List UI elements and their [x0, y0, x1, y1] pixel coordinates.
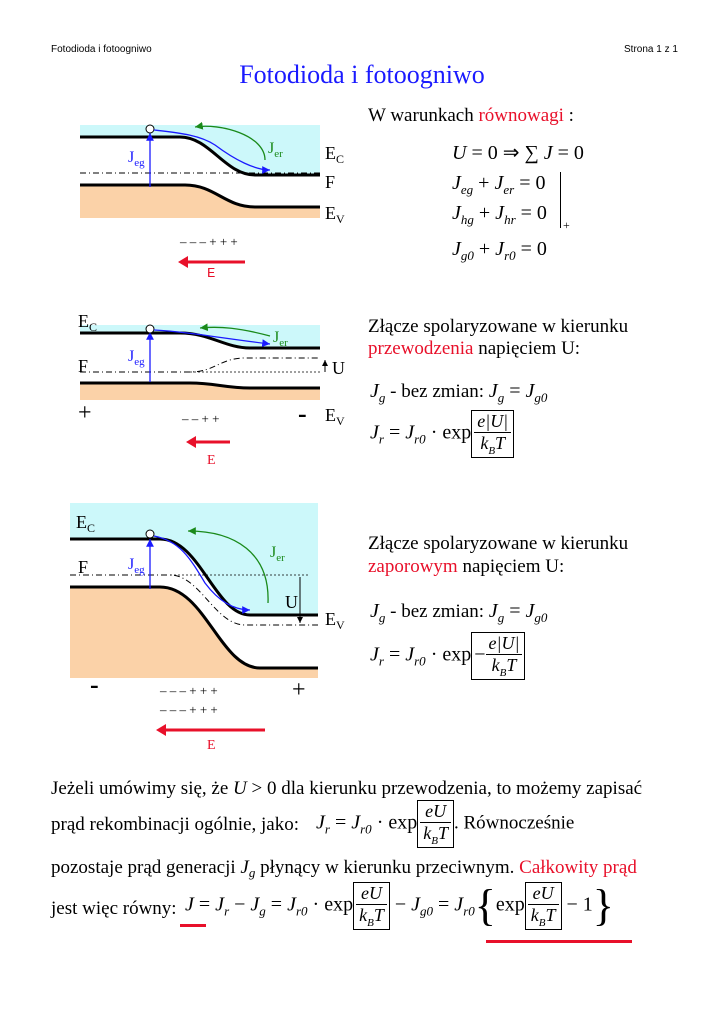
sum-bar	[560, 172, 561, 228]
forward-eq-generation: $J_g$ - bez zmian: $J_g = J_{g0}$	[370, 380, 548, 405]
charge-label: – – – + + +	[180, 234, 238, 249]
bottom-line2: prąd rekombinacji ogólnie, jako:	[51, 814, 299, 835]
plus-sign: +	[292, 677, 306, 703]
reverse-eq-recombination: $J_r = J_{r0} \cdot \exp$ − $\frac{e|U|}{k_BT}$	[370, 632, 525, 680]
conduction-region	[80, 125, 320, 175]
minus-sign: -	[90, 670, 99, 699]
efield-arrowhead	[178, 256, 188, 268]
charge-label-1: – – – + + +	[160, 683, 218, 698]
ec-label: $E_C$	[325, 143, 345, 166]
f-label: F	[78, 557, 89, 577]
plus-sign: +	[78, 400, 92, 426]
diagram-forward-bias	[70, 308, 370, 468]
equilibrium-heading: W warunkach równowagi :	[368, 105, 574, 126]
equation-total-equilibrium: $J_{g0} + J_{r0} = 0$	[452, 238, 547, 263]
valence-region	[80, 383, 320, 400]
charge-label: – – + +	[182, 411, 220, 426]
minus-sign: -	[298, 399, 307, 428]
efield-label: E	[207, 738, 216, 753]
u-label: U	[285, 592, 298, 612]
jer-label: $J_{er}$	[273, 329, 288, 349]
bottom-line3: pozostaje prąd generacji $J_g$ płynący w kierunku przeciwnym. Całkowity prąd	[51, 857, 637, 880]
diagram-equilibrium	[70, 115, 370, 285]
header-right: Strona 1 z 1	[624, 44, 678, 55]
equation-hole-currents: $J_{hg} + J_{hr} = 0$	[452, 202, 547, 227]
reverse-line1: Złącze spolaryzowane w kierunku	[368, 533, 629, 554]
ev-label: $E_V$	[325, 609, 345, 632]
f-label: F	[78, 356, 89, 376]
equation-equilibrium-sum: U = 0 ⇒ ∑ J = 0	[452, 142, 584, 164]
f-label: F	[325, 172, 336, 192]
page-title: Fotodioda i fotoogniwo	[239, 60, 485, 89]
efield-label: E	[207, 266, 216, 282]
fermi-level	[80, 358, 320, 372]
reverse-line2: zaporowym napięciem U:	[368, 556, 565, 577]
efield-label: E	[207, 453, 216, 468]
forward-line1: Złącze spolaryzowane w kierunku	[368, 316, 629, 337]
efield-arrowhead	[156, 724, 166, 736]
bottom-eq-recombination: $J_r = J_{r0} \cdot \exp$ $\frac{eU}{k_BT}$ . Równocześnie	[316, 801, 575, 847]
ev-label: $E_V$	[325, 405, 345, 428]
jeg-label: $J_{eg}$	[128, 149, 145, 169]
jer-label: $J_{er}$	[268, 140, 283, 160]
forward-line2: przewodzenia napięciem U:	[368, 338, 581, 359]
electron	[146, 325, 154, 333]
electron	[146, 530, 154, 538]
ec-label: $E_C$	[76, 512, 96, 535]
bottom-line1: Jeżeli umówimy się, że U > 0 dla kierunku przewodzenia, to możemy zapisać	[51, 778, 643, 799]
valence-region	[80, 185, 320, 218]
forward-eq-recombination: $J_r = J_{r0} \cdot \exp$ $\frac{e|U|}{k_BT}$	[370, 410, 514, 458]
diagram-reverse-bias	[70, 503, 370, 761]
bottom-line4: jest więc równy:	[51, 898, 177, 919]
ec-label: $E_C$	[78, 311, 98, 334]
header-left: Fotodioda i fotoogniwo	[51, 44, 152, 55]
jeg-label: $J_{eg}$	[128, 348, 145, 368]
jer-label: $J_{er}$	[270, 544, 285, 564]
equation-electron-currents: $J_{eg} + J_{er} = 0$	[452, 172, 546, 197]
bottom-eq-total: $J = J_r - J_g = J_{r0} \cdot \exp$ $\frac{eU}{k_BT}$ − $J_{g0} = J_{r0}\{\exp$ $\frac{eU}{k_BT}$ − 1}	[185, 881, 614, 930]
electron	[146, 125, 154, 133]
underline-result	[486, 940, 632, 943]
charge-label-2: – – – + + +	[160, 702, 218, 717]
underline-j	[180, 924, 206, 927]
efield-arrowhead	[186, 436, 196, 448]
sum-plus: +	[563, 218, 570, 232]
u-label: U	[332, 358, 345, 378]
jeg-label: $J_{eg}$	[128, 556, 145, 576]
reverse-eq-generation: $J_g$ - bez zmian: $J_g = J_{g0}$	[370, 600, 548, 625]
ev-label: $E_V$	[325, 203, 345, 226]
